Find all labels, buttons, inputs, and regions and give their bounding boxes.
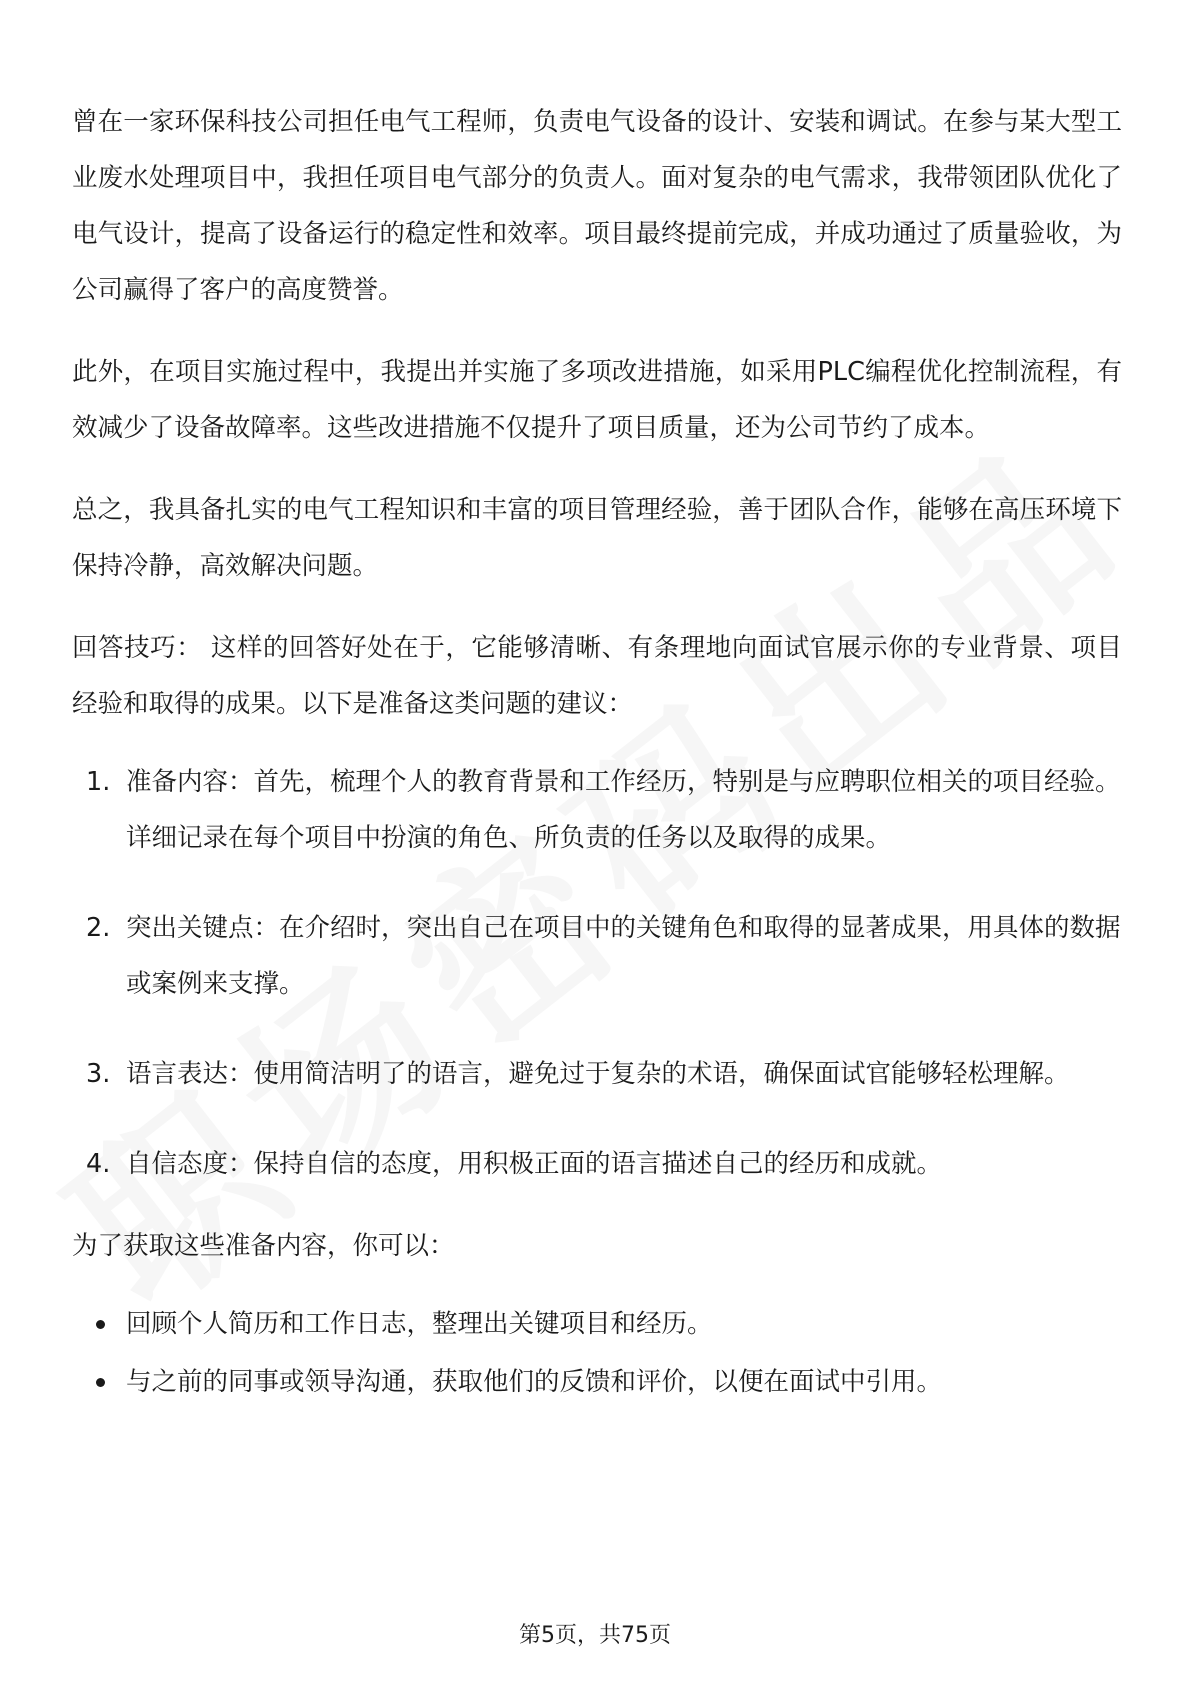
list-item xyxy=(72,900,1122,1012)
paragraph-answer-tips: 回答技巧： 这样的回答好处在于，它能够清晰、有条理地向面试官展示你的专业背景、项目经验和取得的成果。以下是准备这类问题的建议： xyxy=(72,633,1122,719)
paragraph-experience: 曾在一家环保科技公司担任电气工程师，负责电气设备的设计、安装和调试。在参与某大型工业废水处理项目中，我担任项目电气部分的负责人。面对复杂的电气需求，我带领团队优化了电气设计，提高了设备运行的稳定性和效率。项目最终提前完成，并成功通过了质量验收，为公司赢得了客户的高度赞誉。 xyxy=(72,107,1122,305)
bullet-dot-icon xyxy=(96,1320,105,1329)
list-number: 1. xyxy=(86,767,111,797)
bullet-dot-icon xyxy=(96,1378,105,1387)
paragraph-lead-in: 为了获取这些准备内容，你可以： xyxy=(72,1231,455,1261)
paragraph-summary: 总之，我具备扎实的电气工程知识和丰富的项目管理经验，善于团队合作，能够在高压环境下保持冷静，高效解决问题。 xyxy=(72,495,1122,581)
bullet-item-text: 与之前的同事或领导沟通，获取他们的反馈和评价，以便在面试中引用。 xyxy=(126,1367,943,1397)
page-footer: 第5页，共75页 xyxy=(519,1623,671,1648)
list-item xyxy=(72,754,1122,866)
document-page xyxy=(72,94,1122,1412)
bullet-item xyxy=(72,1354,1122,1410)
bullet-item xyxy=(72,1296,1122,1352)
bullet-item-text: 回顾个人简历和工作日志，整理出关键项目和经历。 xyxy=(126,1309,713,1339)
list-item-text: 突出关键点：在介绍时，突出自己在项目中的关键角色和取得的显著成果，用具体的数据或案例来支撑。 xyxy=(126,913,1121,999)
bullet-list xyxy=(72,1296,1122,1410)
paragraph-improvements: 此外，在项目实施过程中，我提出并实施了多项改进措施，如采用PLC编程优化控制流程，有效减少了设备故障率。这些改进措施不仅提升了项目质量，还为公司节约了成本。 xyxy=(72,357,1122,443)
numbered-list xyxy=(72,754,1122,1192)
list-item xyxy=(72,1136,1122,1192)
list-item-text: 语言表达：使用简洁明了的语言，避免过于复杂的术语，确保面试官能够轻松理解。 xyxy=(126,1059,1070,1089)
list-number: 4. xyxy=(86,1149,111,1179)
list-number: 2. xyxy=(86,913,111,943)
list-number: 3. xyxy=(86,1059,111,1089)
list-item xyxy=(72,1046,1122,1102)
list-item-text: 自信态度：保持自信的态度，用积极正面的语言描述自己的经历和成就。 xyxy=(126,1149,943,1179)
list-item-text: 准备内容：首先，梳理个人的教育背景和工作经历，特别是与应聘职位相关的项目经验。详细记录在每个项目中扮演的角色、所负责的任务以及取得的成果。 xyxy=(126,767,1121,853)
